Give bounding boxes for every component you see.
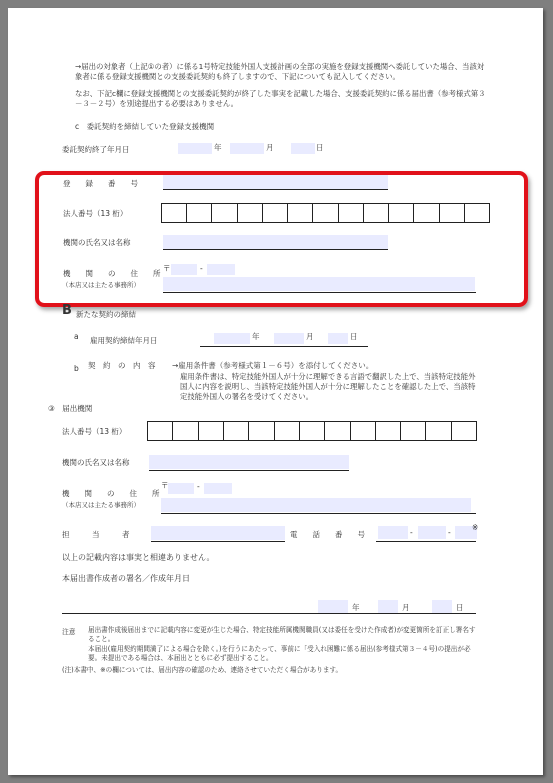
contract-content-label: 契 約 の 内 容 [88,361,156,370]
corporate-number-label: 法人番号（13 桁） [63,209,128,218]
contract-end-year-field[interactable] [178,143,212,154]
year-label: 年 [214,143,222,152]
notes-label: 注意 [62,628,76,636]
contract-end-month-field[interactable] [230,143,264,154]
month-label: 月 [266,143,274,152]
phone-note-mark: ※ [472,523,479,532]
document-page [8,8,543,775]
phone-part-1-field[interactable] [378,526,408,539]
person-in-charge-field[interactable] [151,526,285,540]
section-b-year-label: 年 [252,332,260,341]
note-1: 届出書作成後届出までに記載内容に変更が生じた場合、特定技能所属機関職員(又は委任を受けた作成者)が変更箇所を訂正し署名すること。 [88,626,476,643]
postal-mark: 〒 [163,264,171,273]
section-b-letter: B [62,303,72,318]
section-b-a-mark: a [74,332,79,341]
phone-dash-2: - [448,528,451,537]
phone-number-underline [376,541,476,542]
notifier-name-label: 機関の氏名又は名称 [62,458,130,467]
signature-year-field[interactable] [318,600,348,613]
contract-end-day-field[interactable] [291,143,315,154]
employment-contract-day-field[interactable] [328,333,348,344]
notifier-address-underline [161,513,476,514]
intro-paragraph-1: →届出の対象者（上記①の者）に係る1号特定技能外国人支援計画の全部の実施を登録支援機関へ委託していた場合、当該対象者に係る登録支援機関との支援委託契約も終了しますので、下記についても記入してください。 [75,62,485,81]
day-label: 日 [316,143,324,152]
notifier-postal-second-field[interactable] [204,483,232,494]
postal-dash: - [200,264,203,273]
organization-address-sublabel: （本店又は主たる事務所） [62,281,140,289]
intro-paragraph-2: なお、下記c欄に登録支援機関との支援委託契約が終了した事実を記載した場合、支援委託契約に係る届出書（参考様式第３－３－２号）を別途提出する必要はありません。 [75,89,486,108]
signature-month-field[interactable] [378,600,398,613]
signature-label: 本届出書作成者の署名／作成年月日 [62,574,190,583]
contract-content-text-2: 雇用条件書は、特定技能外国人が十分に理解できる言語で翻訳した上で、当該特定技能外国人に内容を説明し、当該特定技能外国人が十分に理解したことを確認した上で、当該特定技能外国人の署名を受けてください。 [180,372,476,401]
section-c-heading: c 委託契約を締結していた登録支援機関 [75,122,215,131]
person-in-charge-underline [151,541,285,542]
signature-underline [62,613,476,614]
organization-address-label: 機 関 の 住 所 [63,269,161,278]
section-b-month-label: 月 [306,332,314,341]
contract-end-date-label: 委託契約終了年月日 [62,145,130,154]
notifier-corporate-number-grid[interactable] [147,421,477,441]
notifier-postal-dash: - [197,482,200,491]
section-b-heading: 新たな契約の締結 [76,310,136,319]
registration-number-label: 登 録 番 号 [63,179,138,188]
employment-contract-month-field[interactable] [274,333,304,344]
notifier-postal-mark: 〒 [161,481,169,490]
person-in-charge-label: 担 当 者 [62,530,130,539]
notifier-name-field[interactable] [149,455,349,469]
notifier-name-underline [149,470,349,471]
highlight-box [35,171,528,307]
signature-day-label: 日 [456,603,464,612]
employment-contract-year-field[interactable] [214,333,250,344]
signature-month-label: 月 [402,603,410,612]
phone-number-label: 電 話 番 号 [290,530,365,539]
note-2: 本届出(雇用契約期間満了による場合を除く。)を行うにあたって、事前に「受入れ困難に係る届出(参考様式第３－４号)の提出が必要。未提出である場合は、本届出とともに必ず提出すること。 [88,645,471,662]
notifier-address-label: 機 関 の 住 所 [62,489,160,498]
declaration-text: 以上の記載内容は事実と相違ありません。 [62,553,215,562]
phone-dash-1: - [410,528,413,537]
employment-contract-date-underline [200,346,368,347]
signature-day-field[interactable] [432,600,452,613]
employment-contract-date-label: 雇用契約締結年月日 [90,336,158,345]
notifier-corporate-number-label: 法人番号（13 桁） [62,427,127,436]
section-b-day-label: 日 [350,332,358,341]
section-3-heading: ③ 届出機関 [48,404,93,413]
signature-year-label: 年 [352,603,360,612]
organization-name-label: 機関の氏名又は名称 [63,238,131,247]
notifier-address-sublabel: （本店又は主たる事務所） [62,501,140,509]
section-b-b-mark: b [74,364,79,373]
contract-content-text-1: →雇用条件書（参考様式第１－６号）を添付してください。 [172,361,374,370]
note-3: (注)本書中、※の欄については、届出内容の確認のため、連絡させていただく場合があります。 [62,666,343,674]
phone-part-2-field[interactable] [418,526,446,539]
notifier-address-field[interactable] [161,498,471,512]
notifier-postal-first-field[interactable] [168,483,194,494]
